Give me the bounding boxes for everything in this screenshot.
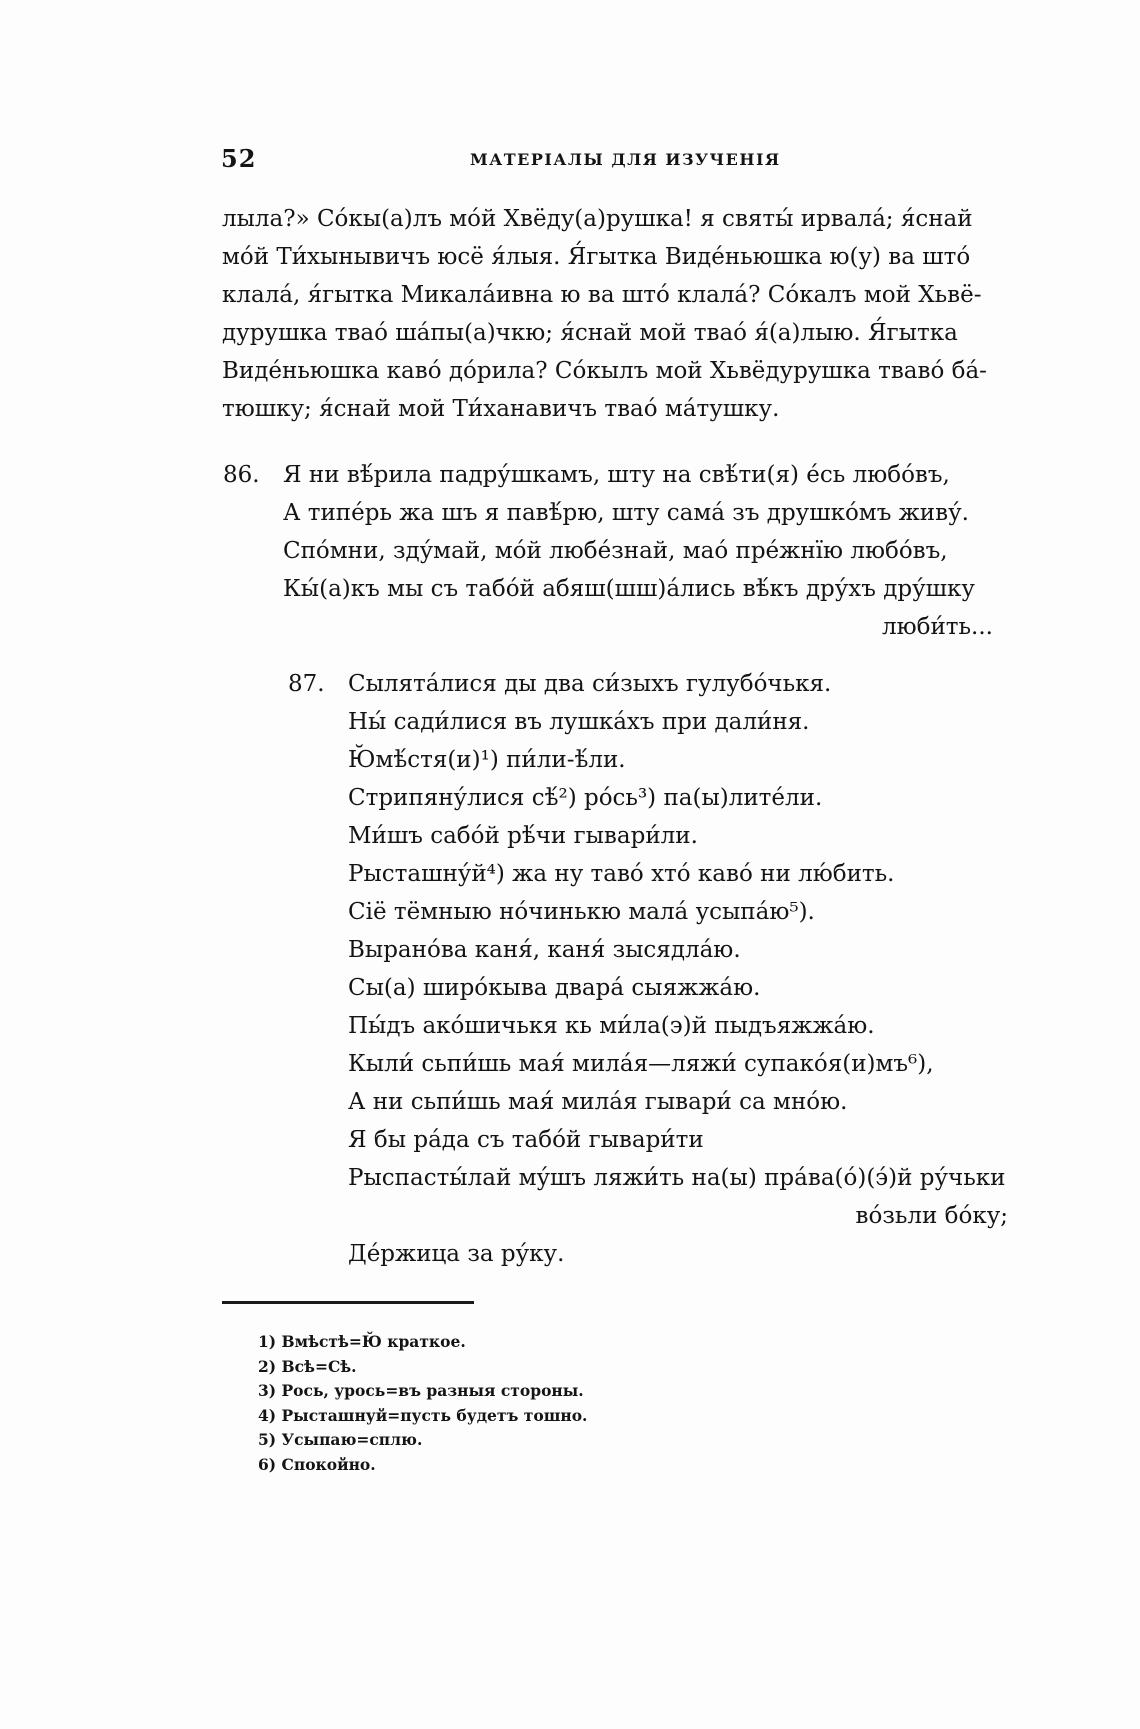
poem-line: Сiё тёмныю но́чинькю мала́ усыпа́ю⁵). [348,899,815,925]
poem-line: Вырано́ва каня́, каня́ зысядла́ю. [348,937,741,963]
footnotes [258,1330,587,1477]
footnote: 2) Всѣ=Сѣ. [258,1356,357,1376]
poem-line: Сылята́лися ды два си́зыхъ гулубо́чькя. [348,671,832,697]
prose-line: мо́й Ти́хынывичъ юсё я́лыя. Я́гытка Виде́ньюшка ю(у) ва што́ [222,244,971,270]
poem-line: Де́ржица за ру́ку. [348,1241,565,1267]
poem-line: Рыспасты́лай му́шъ ляжи́ть на(ы) пра́ва(о́)(э́)й ру́чьки [348,1165,1006,1191]
poem-line: Сы(а) широ́кыва двара́ сыяжжа́ю. [348,975,761,1001]
page-number: 52 [221,144,257,173]
prose-line: Виде́ньюшка каво́ до́рила? Со́кылъ мой Хьвёдурушка тваво́ ба́- [222,358,987,384]
poem-line: Стрипяну́лися сѣ́²) ро́сь³) па(ы)лите́ли. [348,785,823,811]
footnote: 4) Рысташнуй=пусть будетъ тошно. [258,1405,588,1425]
poem-line-continuation: люби́ть... [882,614,993,640]
prose-line: дурушка твао́ ша́пы(а)чкю; я́снай мой твао́ я́(а)лыю. Я́гытка [222,320,958,346]
poem-line: Кы́(а)къ мы съ табо́й абяш(шш)а́лись вѣ́къ дру́хъ дру́шку [283,576,975,602]
footnote: 1) Вмѣстѣ=Ю̆ краткое. [258,1332,466,1351]
poem-number: 86. [223,462,260,488]
poem-line: Ю̆мѣ́стя(и)¹) пи́ли-ѣ́ли. [348,747,626,773]
poem-line: Я бы ра́да съ табо́й гывари́ти [348,1127,704,1153]
poem-line-continuation: во́зьли бо́ку; [855,1203,1008,1229]
footnote-divider [222,1301,474,1304]
footnote: 5) Усыпаю=сплю. [258,1430,423,1449]
prose-line: клала́, я́гытка Микала́ивна ю ва што́ клала́? Со́калъ мой Хьвё- [222,282,982,308]
poem-line: Ны́ сади́лися въ лушка́хъ при дали́ня. [348,709,810,735]
footnote: 3) Рось, урось=въ разныя стороны. [258,1381,584,1400]
poem-line: А ни сьпи́шь мая́ мила́я гывари́ са мно́ю. [348,1089,848,1115]
prose-line: тюшку; я́снай мой Ти́ханавичъ твао́ ма́тушку. [222,396,780,422]
poem-line: Спо́мни, зду́май, мо́й любе́знай, мао́ пре́жнїю любо́въ, [283,538,948,564]
poem-line: Я ни вѣ́рила падру́шкамъ, шту на свѣ́ти(я) е́сь любо́въ, [283,462,950,488]
footnote: 6) Спокойно. [258,1454,376,1474]
poem-line: Пы́дъ ако́шичькя кь ми́ла(э)й пыдъяжжа́ю. [348,1013,875,1039]
poem-number: 87. [288,671,325,697]
poem-line: Кыли́ сьпи́шь мая́ мила́я—ляжи́ супако́я(и)мъ⁶), [348,1051,934,1077]
running-head: МАТЕРІАЛЫ ДЛЯ ИЗУЧЕНІЯ [470,150,781,169]
prose-line: лыла?» Со́кы(а)лъ мо́й Хвёду(а)рушка! я святы́ ирвала́; я́снай [222,206,973,232]
poem-line: Ми́шъ сабо́й рѣ́чи гывари́ли. [348,823,698,849]
poem-line: А типе́рь жа шъ я павѣ́рю, шту сама́ зъ друшко́мъ живу́. [283,500,969,526]
poem-line: Рысташну́й⁴) жа ну таво́ хто́ каво́ ни лю́бить. [348,861,895,887]
prose-paragraph [222,200,1002,428]
